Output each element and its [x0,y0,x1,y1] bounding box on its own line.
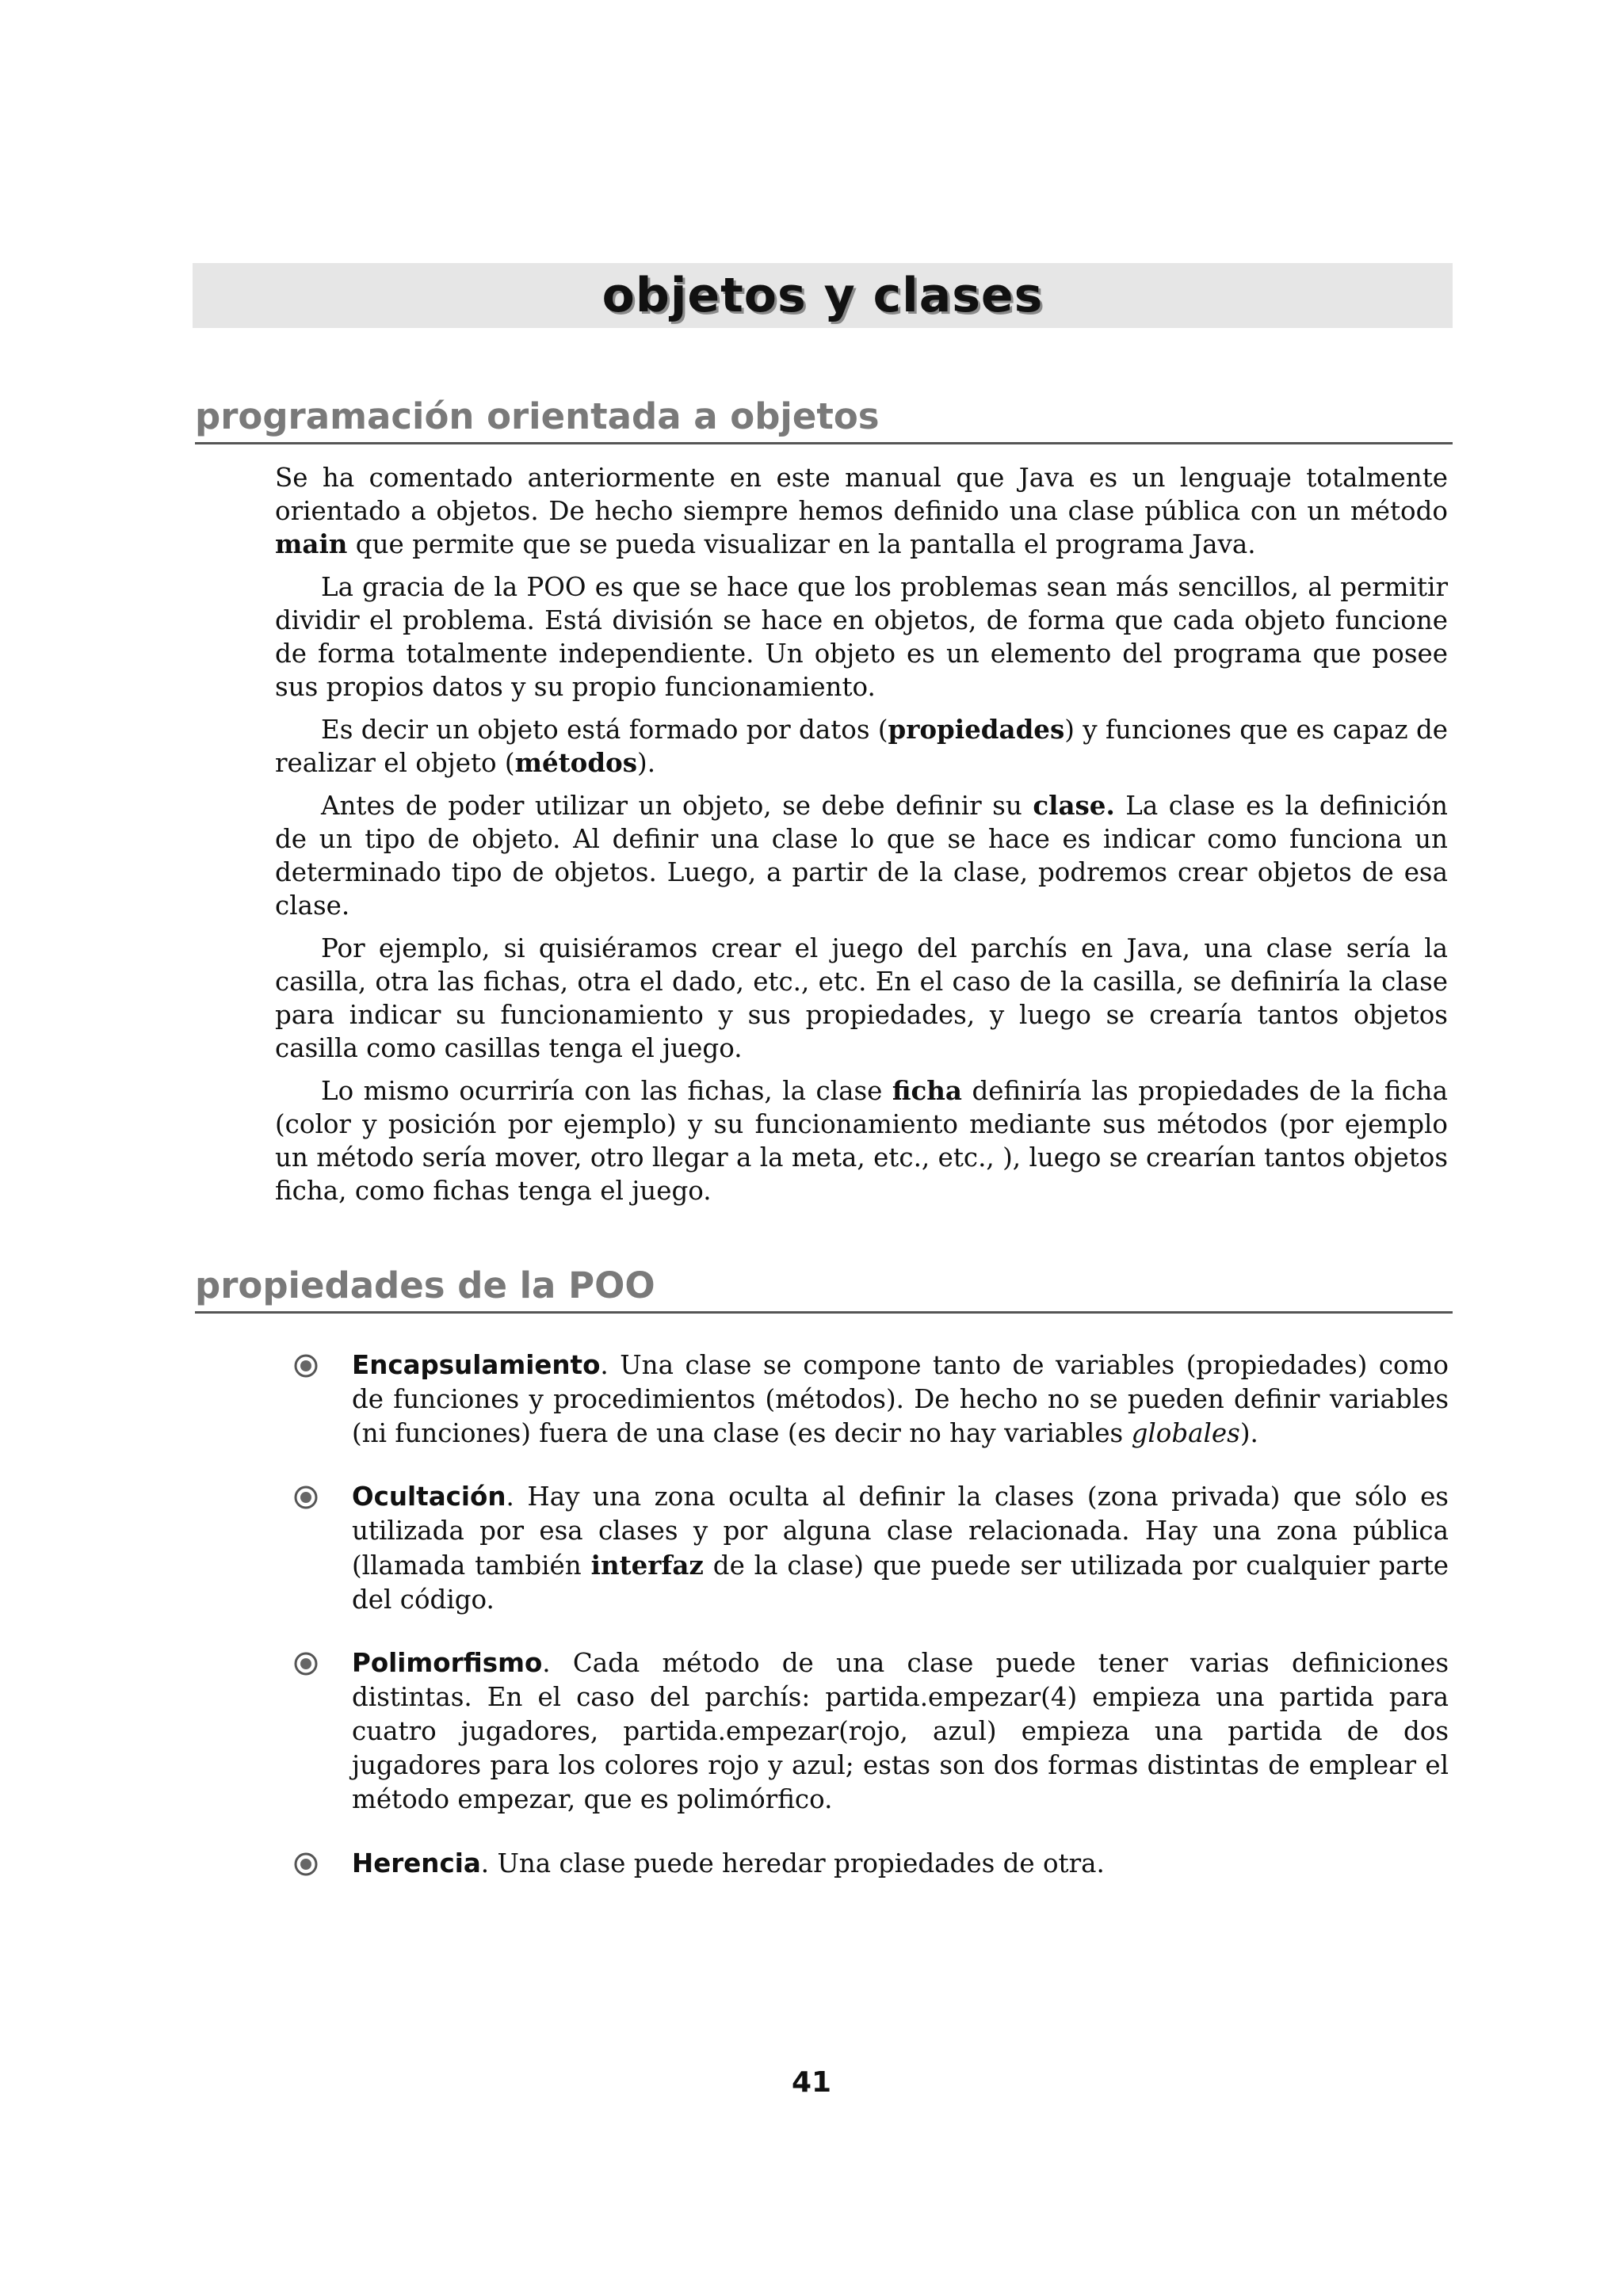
paragraph: Se ha comentado anteriormente en este manual que Java es un lenguaje totalmente orientado a objetos. De hecho siempre hemos definido una clase pública con un método main que permite que se pueda visualizar en la pantalla el programa Java. [275,463,1448,559]
section-heading-poo: programación orientada a objetos [195,393,1453,444]
paragraph: Lo mismo ocurriría con las fichas, la clase ficha definiría las propiedades de la ficha (color y posición por ejemplo) y su funcionamiento mediante sus métodos (por ejemplo un método sería mover, otro llegar a la meta, etc., etc., ), luego se crearían tantos objetos ficha, como fichas tenga el juego. [275,1075,1448,1206]
radio-bullet-icon [293,1353,319,1379]
list-item: Herencia. Una clase puede heredar propiedades de otra. [293,1847,1449,1881]
list-item: Ocultación. Hay una zona oculta al definir la clases (zona privada) que sólo es utilizada por esa clases y por alguna clase relacionada. Hay una zona pública (llamada también interfaz de la clase) que puede ser utilizada por cualquier parte del código. [293,1480,1449,1617]
paragraph: La gracia de la POO es que se hace que los problemas sean más sencillos, al permitir dividir el problema. Está división se hace en objetos, de forma que cada objeto funcione de forma totalmente independiente. Un objeto es un elemento del programa que posee sus propios datos y su propio funcionamiento. [275,572,1448,702]
list-item: Encapsulamiento. Una clase se compone tanto de variables (propiedades) como de funciones y procedimientos (métodos). De hecho no se pueden definir variables (ni funciones) fuera de una clase (es decir no hay variables globales). [293,1348,1449,1451]
paragraph: Antes de poder utilizar un objeto, se debe definir su clase. La clase es la definición de un tipo de objeto. Al definir una clase lo que se hace es indicar como funciona un determinado tipo de objetos. Luego, a partir de la clase, podremos crear objetos de esa clase. [275,790,1448,921]
paragraph: Por ejemplo, si quisiéramos crear el juego del parchís en Java, una clase sería la casilla, otra las fichas, otra el dado, etc., etc. En el caso de la casilla, se definiría la clase para indicar su funcionamiento y sus propiedades, y luego se crearía tantos objetos casilla como casillas tenga el juego. [275,933,1448,1063]
section-heading-propiedades: propiedades de la POO [195,1262,1453,1314]
list-item: Polimorfismo. Cada método de una clase puede tener varias definiciones distintas. En el caso del parchís: partida.empezar(4) empieza una partida para cuatro jugadores, partida.empezar(rojo, azul) empieza una partida de dos jugadores para los colores rojo y azul; estas son dos formas distintas de emplear el método empezar, que es polimórfico. [293,1646,1449,1817]
chapter-title: objetos y clases [601,268,1044,323]
radio-bullet-icon [293,1651,319,1676]
properties-list [293,1348,1449,1881]
radio-bullet-icon [293,1485,319,1510]
page-number: 41 [791,2066,832,2099]
paragraph: Es decir un objeto está formado por datos (propiedades) y funciones que es capaz de realizar el objeto (métodos). [275,714,1449,778]
chapter-title-bar [193,263,1453,328]
radio-bullet-icon [293,1852,319,1877]
section-poo-body [275,461,1448,1217]
